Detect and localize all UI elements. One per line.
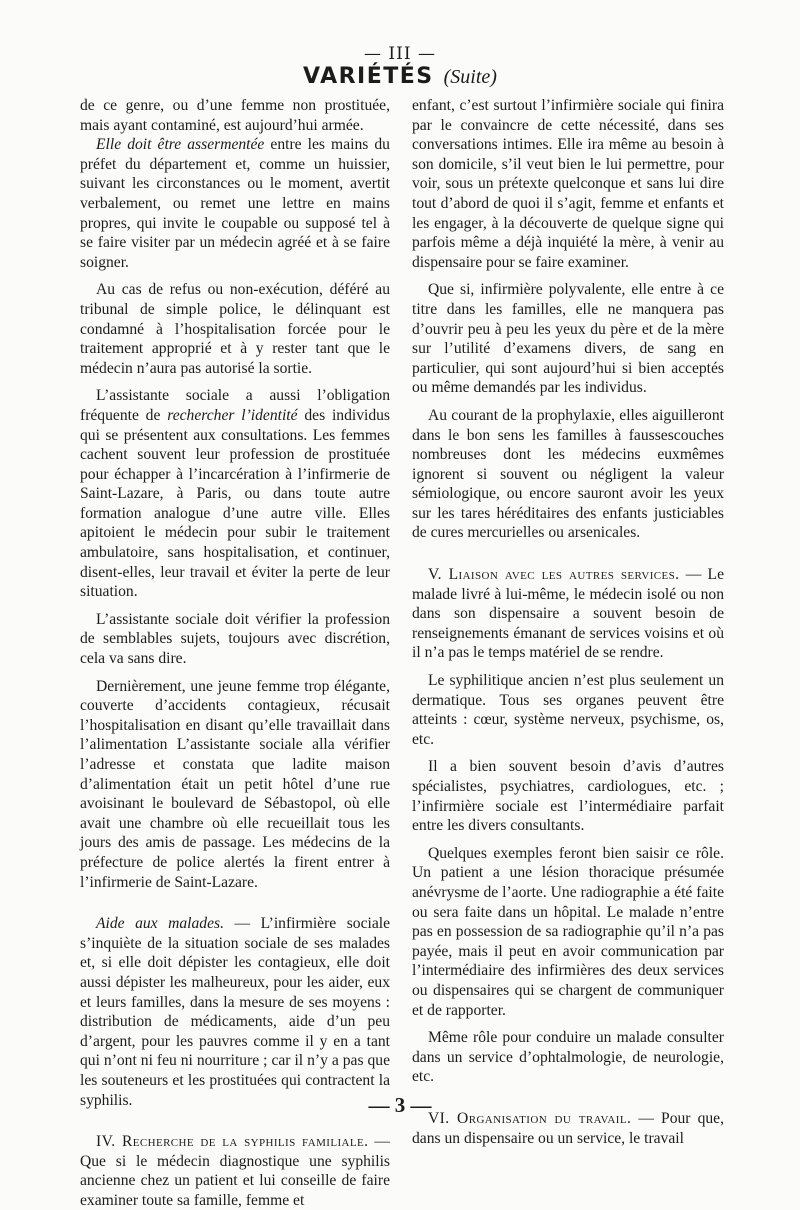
paragraph: Il a bien souvent besoin d’avis d’autres spécialistes, psychiatres, cardiologues, etc. ; l’infirmière sociale est l’intermédiaire parfait entre les divers consultants. — [412, 758, 724, 835]
paragraph: enfant, c’est surtout l’infirmière sociale qui finira par le convaincre de cette nécessité, dans ses conversations intimes. Elle ira même au besoin à son domicile, s’il veut bien le lui permettre, pour voir, sous un prétexte quelconque et sans lui dire tout d’abord de quoi il s’agit, femme et enfants et les engager, à la découverte de quelque signe qui parfois même a déjà inquiété la mère, à venir au dispensaire pour se faire examiner. — [412, 97, 724, 271]
paragraph: Elle doit être assermentée entre les mains du préfet du département et, comme un huissier, suivant les circonstances ou le moment, avertit verbalement, ou remet une lettre en mains propres, qui invite le coupable ou supposé tel à se faire visiter par un médecin agréé et à se faire soigner. — [80, 136, 390, 271]
emphasis-text: Elle doit être assermentée — [96, 136, 265, 154]
section-heading-v: V. Liaison avec les autres services. — [428, 566, 680, 584]
paragraph: L’assistante sociale doit vérifier la profession de semblables sujets, toujours avec discrétion, cela va sans dire. — [80, 610, 390, 668]
section-title: VARIÉTÉS — [303, 64, 434, 89]
subsection-heading: Aide aux malades. — [96, 915, 224, 933]
paragraph: Aide aux malades. — L’infirmière sociale s’inquiète de la situation sociale de ses malades et, si elle doit dépister les contagieux, elle doit aussi dépister les malheureux, pour les aider, eux et leurs familles, dans la mesure de ses moyens : distribution de médicaments, aide d’un peu d’argent, pour les pauvres comme il y en a tant qui n’ont ni feu ni nourriture ; car il n’y a pas que les souteneurs et les prostituées qui contractent la syphilis. — [80, 915, 390, 1109]
section-header — [0, 64, 800, 89]
paragraph: L’assistante sociale a aussi l’obligation fréquente de rechercher l’identité des individus qui se présentent aux consultations. Les femmes cachent souvent leur profession de prostituée pour échapper à l’incarcération à l’infirmerie de Saint-Lazare, à Paris, ou dans toute autre formation analogue d’une autre ville. Elles apitoient le médecin pour subir le traitement ambulatoire, sans hospitalisation, et continuer, disent-elles, leur travail et éviter la perte de leur situation. — [80, 387, 390, 601]
paragraph: IV. Recherche de la syphilis familiale. — Que si le médecin diagnostique une syphilis ancienne chez un patient et lui conseille de faire examiner toute sa famille, femme et — [80, 1133, 390, 1209]
section-heading-iv: IV. Recherche de la syphilis familiale. — [96, 1133, 369, 1151]
bottom-page-number: — 3 — — [368, 1093, 432, 1117]
paragraph: Dernièrement, une jeune femme trop élégante, couverte d’accidents contagieux, récusait l’hospitalisation en disant qu’elle travaillait dans l’alimentation L’assistante sociale alla vérifier l’adresse et constata que ladite maison d’alimentation était un petit hôtel d’une rue avoisinant le boulevard de Sébastopol, où elle avait une chambre où elle recueillait tous les jours des amis de passage. Les médecins de la préfecture de police alertés la firent entrer à l’infirmerie de Saint-Lazare. — [80, 677, 390, 891]
paragraph: Au courant de la prophylaxie, elles aiguilleront dans le bon sens les familles à faussescouches nombreuses dont les médecins euxmêmes ignorent si souvent ou négligent la valeur sémiologique, ou encore sauront avoir les yeux sur les tares héréditaires des enfants justiciables de cures mercurielles ou arsenicales. — [412, 406, 724, 542]
top-page-number: — III — — [364, 44, 436, 64]
paragraph: Au cas de refus ou non-exécution, déféré au tribunal de simple police, le délinquant est condamné à l’hospitalisation forcée pour le traitement approprié et à y rester tant que le médecin n’aura pas autorisé la sortie. — [80, 281, 390, 377]
emphasis-text: rechercher l’identité — [167, 406, 298, 424]
paragraph: Quelques exemples feront bien saisir ce rôle. Un patient a une lésion thoracique présumée anévrysme de l’aorte. Une radiographie a été faite ou sera faite dans un hôpital. Le malade n’entre pas en possession de sa radiographie qu’il n’a pas payée, mais il peut en avoir communication par l’intermédiaire des infirmières des deux services ou dispensaires qui se chargent de communiquer et de rapporter. — [412, 844, 724, 1019]
paragraph: V. Liaison avec les autres services. — Le malade livré à lui-même, le médecin isolé ou non dans son dispensaire a souvent besoin de renseignements émanant de services voisins et où il n’a pas le temps matériel de se rendre. — [412, 566, 724, 662]
paragraph: Même rôle pour conduire un malade consulter dans un service d’ophtalmologie, de neurologie, etc. — [412, 1029, 724, 1086]
paragraph: de ce genre, ou d’une femme non prostituée, mais ayant contaminé, est aujourd’hui armée. — [80, 97, 390, 134]
section-heading-vi: VI. Organisation du travail. — [428, 1109, 632, 1127]
left-column — [80, 96, 390, 1209]
paragraph: Que si, infirmière polyvalente, elle entre à ce titre dans les familles, elle ne manquera pas d’ouvrir peu à peu les yeux du père et de la mère sur l’utilité d’examens divers, de sang en particulier, qui sont aujourd’hui si bien acceptés ou même demandés par les individus. — [412, 281, 724, 397]
right-column — [412, 96, 724, 1147]
paragraph: VI. Organisation du travail. — Pour que, dans un dispensaire ou un service, le travail — [412, 1109, 724, 1147]
paragraph: Le syphilitique ancien n’est plus seulement un dermatique. Tous ses organes peuvent être atteints : cœur, système nerveux, psychisme, os, etc. — [412, 672, 724, 748]
section-title-suite: (Suite) — [443, 66, 497, 88]
